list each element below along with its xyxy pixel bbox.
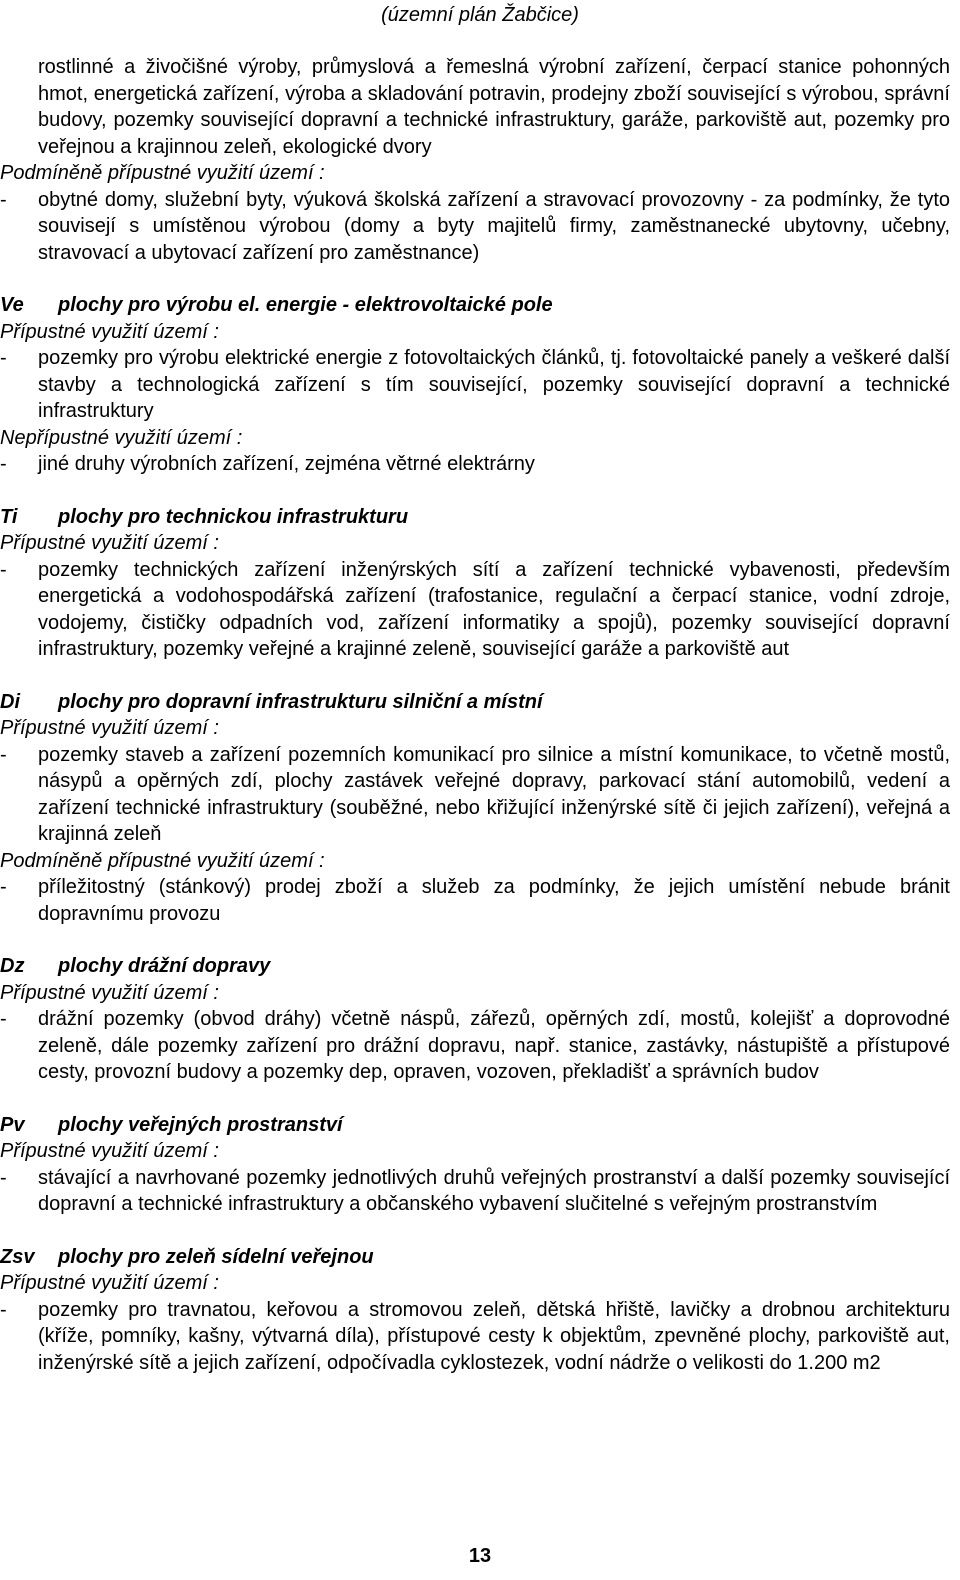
list-item-text: pozemky technických zařízení inženýrských sítí a zařízení technické vybavenosti, především energetická a vodohospodářská zařízení (trafostanice, regulační a čerpací stanice, vodní zdroje, vodojemy, čističky odpadních vod, zařízení informatiky a spojů), pozemky související dopravní infrastruktury, pozemky veřejné a krajinné zeleně, související garáže a parkoviště aut (38, 558, 950, 660)
section-code: Dz (0, 955, 25, 977)
usage-label: Přípustné využití území : (0, 981, 219, 1004)
list-item (0, 345, 950, 425)
list-item (0, 557, 950, 663)
list-item-text: drážní pozemky (obvod dráhy) včetně náspů, zářezů, opěrných zdí, mostů, kolejišť a doprovodné zeleně, dále pozemky zařízení pro drážní dopravu, např. stanice, zastávky, nástupiště a přístupové cesty, provozní budovy a pozemky dep, opraven, vozoven, překladišť a správních budov (38, 1008, 950, 1083)
list-item (0, 874, 950, 927)
usage-label: Přípustné využití území : (0, 1140, 219, 1162)
usage-label: Podmíněně přípustné využití území : (0, 849, 325, 872)
list-item-text: příležitostný (stánkový) prodej zboží a služeb za podmínky, že jejich umístění nebude bránit dopravnímu provozu (38, 876, 950, 925)
section-code: Pv (0, 1113, 25, 1136)
section-heading-zsv (0, 1244, 950, 1271)
list-dash: - (0, 1298, 7, 1321)
list-dash: - (0, 876, 7, 898)
section-title: plochy pro výrobu el. energie - elektrovoltaické pole (58, 294, 553, 316)
section-title: plochy drážní dopravy (58, 955, 271, 977)
section-heading-pv (0, 1112, 950, 1139)
document-body (0, 54, 950, 1376)
section-title: plochy pro technickou infrastrukturu (58, 505, 409, 528)
page-number: 13 (468, 1545, 492, 1567)
list-dash: - (0, 188, 7, 211)
list-item-text: pozemky pro travnatou, keřovou a stromovou zeleň, dětská hřiště, lavičky a drobnou architekturu (kříže, pomníky, kašny, výtvarná díla), přístupové cesty k objektům, zpevněné plochy, parkoviště aut, inženýrské sítě a jejich zařízení, odpočívadla cyklostezek, vodní nádrže o velikosti do 1.200 m2 (38, 1298, 950, 1374)
list-item-text: stávající a navrhované pozemky jednotlivých druhů veřejných prostranství a další pozemky související dopravní a technické infrastruktury a občanského vybavení slučitelné s veřejným prostranstvím (38, 1166, 950, 1215)
section-heading-ti (0, 504, 950, 531)
usage-label: Nepřípustné využití území : (0, 426, 243, 449)
usage-label: Přípustné využití území : (0, 717, 219, 739)
page-header: (územní plán Žabčice) (381, 4, 579, 26)
section-heading-dz (0, 953, 950, 980)
section-code: Ti (0, 505, 18, 528)
list-item (0, 451, 950, 478)
section-heading-ve (0, 292, 950, 319)
list-item-text: pozemky staveb a zařízení pozemních komunikací pro silnice a místní komunikace, to včetně mostů, násypů a opěrných zdí, plochy zastávek veřejné dopravy, parkovací stání automobilů, vedení a zařízení technické infrastruktury (souběžné, nebo křižující inženýrské sítě či jejich zařízení), veřejná a krajinná zeleň (38, 743, 950, 845)
list-dash: - (0, 743, 7, 766)
usage-label: Přípustné využití území : (0, 532, 219, 554)
section-code: Di (0, 690, 20, 713)
intro-continuation: rostlinné a živočišné výroby, průmyslová a řemeslná výrobní zařízení, čerpací stanice pohonných hmot, energetická zařízení, výroba a skladování potravin, prodejny zboží související s výrobou, správní budovy, pozemky související dopravní a technické infrastruktury, garáže, parkoviště aut, pozemky pro veřejnou a krajinnou zeleň, ekologické dvory (38, 56, 950, 158)
section-heading-di (0, 689, 950, 716)
list-item-text: jiné druhy výrobních zařízení, zejména větrné elektrárny (38, 453, 535, 475)
list-item (0, 1297, 950, 1377)
section-title: plochy pro zeleň sídelní veřejnou (58, 1245, 374, 1268)
section-title: plochy pro dopravní infrastrukturu silniční a místní (58, 690, 543, 713)
section-code: Ve (0, 294, 24, 316)
list-item (0, 742, 950, 848)
section-title: plochy veřejných prostranství (58, 1113, 343, 1136)
usage-label: Přípustné využití území : (0, 1272, 219, 1294)
list-dash: - (0, 1008, 7, 1030)
list-item (0, 1006, 950, 1086)
zoning-sections (0, 292, 950, 1376)
intro-conditional-label: Podmíněně přípustné využití území : (0, 162, 325, 184)
list-dash: - (0, 347, 7, 369)
list-item (0, 1165, 950, 1218)
list-dash: - (0, 1166, 7, 1189)
list-dash: - (0, 558, 7, 581)
list-item (0, 187, 950, 267)
usage-label: Přípustné využití území : (0, 320, 219, 343)
section-code: Zsv (0, 1245, 35, 1268)
list-item-text: pozemky pro výrobu elektrické energie z fotovoltaických článků, tj. fotovoltaické panely a veškeré další stavby a technologická zařízení s tím související, pozemky související dopravní a technické infrastruktury (38, 347, 950, 422)
list-dash: - (0, 453, 7, 475)
list-item-text: obytné domy, služební byty, výuková školská zařízení a stravovací provozovny - za podmínky, že tyto souvisejí s umístěnou výrobou (domy a byty majitelů firmy, zaměstnanecké ubytovny, učebny, stravovací a ubytovací zařízení pro zaměstnance) (38, 188, 950, 264)
